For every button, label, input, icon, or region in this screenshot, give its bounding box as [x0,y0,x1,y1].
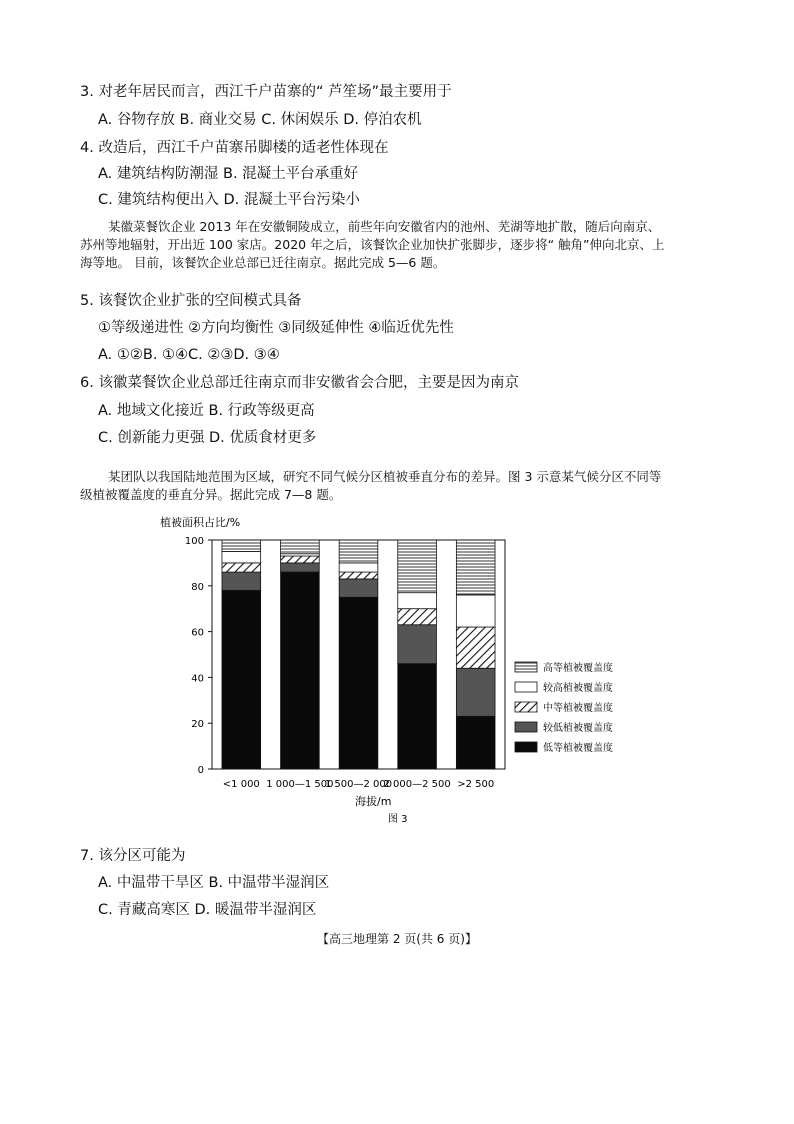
bar-segment [339,563,378,572]
y-axis-label: 植被面积占比/% [160,516,241,529]
question-6-options-line1: A. 地域文化接近 B. 行政等级更高 [98,403,315,419]
legend-swatch [515,742,537,752]
bar-segment [222,590,261,769]
bar-segment [281,563,320,572]
passage-7-8 [80,468,720,504]
legend-label: 较高植被覆盖度 [543,683,613,694]
question-6-stem: 6. 该徽菜餐饮企业总部迁往南京而非安徽省会合肥，主要是因为南京 [80,375,519,391]
question-4-stem: 4. 改造后，西江千户苗寨吊脚楼的适老性体现在 [80,140,389,156]
bar-segment [339,597,378,769]
legend-swatch [515,722,537,732]
bar-segment [398,664,437,769]
bar-segment [281,540,320,554]
bar-segment [339,579,378,597]
legend-label: 中等植被覆盖度 [543,703,613,714]
bar-segment [398,593,437,609]
x-tick-label: 1 000—1 500 [266,779,334,790]
bar-segment [339,572,378,579]
legend-swatch [515,682,537,692]
bar-segment [222,572,261,590]
x-axis-label: 海拔/m [355,795,392,808]
y-tick-label: 20 [191,719,204,731]
question-3-stem: 3. 对老年居民而言，西江千户苗寨的“ 芦笙场”最主要用于 [80,84,452,100]
passage-5-6-line2: 苏州等地辐射，开出近 100 家店。2020 年之后，该餐饮企业加快扩张脚步，逐步将“ 触角”伸向北京、上 [80,237,665,252]
bar-segment [398,540,437,593]
bar-segment [339,540,378,563]
passage-5-6-line1: 某徽菜餐饮企业 2013 年在安徽铜陵成立，前些年向安徽省内的池州、芜湖等地扩散，随后向南京、 [108,219,661,234]
passage-5-6-line3: 海等地。 目前，该餐饮企业总部已迁往南京。据此完成 5—6 题。 [80,255,446,270]
bar-segment [281,556,320,563]
passage-7-8-line2: 级植被覆盖度的垂直分异。据此完成 7—8 题。 [80,487,342,502]
question-7-options-line2: C. 青藏高寒区 D. 暖温带半湿润区 [98,902,317,918]
figure-3-stacked-bar-chart [150,512,650,832]
question-7-options-line1: A. 中温带干旱区 B. 中温带半湿润区 [98,875,330,891]
page-footer: 【高三地理第 2 页(共 6 页)】 [317,932,477,946]
bar-segment [222,540,261,551]
question-4-options-line2: C. 建筑结构便出入 D. 混凝土平台污染小 [98,192,360,208]
bar-segment [456,668,495,716]
bar-segment [398,625,437,664]
question-6-options-line2: C. 创新能力更强 D. 优质食材更多 [98,430,317,446]
x-tick-label: 2 000—2 500 [383,779,451,790]
question-4-options-line1: A. 建筑结构防潮湿 B. 混凝土平台承重好 [98,166,359,182]
legend-swatch [515,702,537,712]
question-7-stem: 7. 该分区可能为 [80,848,186,864]
bar-segment [456,595,495,627]
x-tick-label: >2 500 [457,779,495,790]
question-5-stem: 5. 该餐饮企业扩张的空间模式具备 [80,293,302,309]
passage-7-8-line1: 某团队以我国陆地范围为区域，研究不同气候分区植被垂直分布的差异。图 3 示意某气候分区不同等 [108,469,662,484]
legend-label: 高等植被覆盖度 [543,663,613,674]
bar-segment [222,551,261,562]
y-tick-label: 80 [191,581,204,593]
legend-swatch [515,662,537,672]
bar-segment [456,540,495,595]
question-3-options: A. 谷物存放 B. 商业交易 C. 休闲娱乐 D. 停泊农机 [98,112,422,128]
bar-segment [456,627,495,668]
bar-segment [456,716,495,769]
y-tick-label: 100 [184,536,204,547]
y-tick-label: 0 [197,765,204,776]
x-tick-label: 1 500—2 000 [324,779,393,790]
y-tick-label: 40 [191,673,204,685]
legend-label: 低等植被覆盖度 [543,743,613,754]
figure-caption: 图 3 [388,814,408,825]
bar-segment [222,563,261,572]
bar-segment [281,572,320,769]
plot-area [185,536,613,790]
bar-segment [398,609,437,625]
question-5-items: ①等级递进性 ②方向均衡性 ③同级延伸性 ④临近优先性 [98,320,454,336]
passage-5-6 [80,218,720,272]
x-tick-label: <1 000 [222,779,260,790]
y-tick-label: 60 [191,627,204,639]
legend-label: 较低植被覆盖度 [543,723,613,734]
question-5-options: A. ①②B. ①④C. ②③D. ③④ [98,347,280,363]
